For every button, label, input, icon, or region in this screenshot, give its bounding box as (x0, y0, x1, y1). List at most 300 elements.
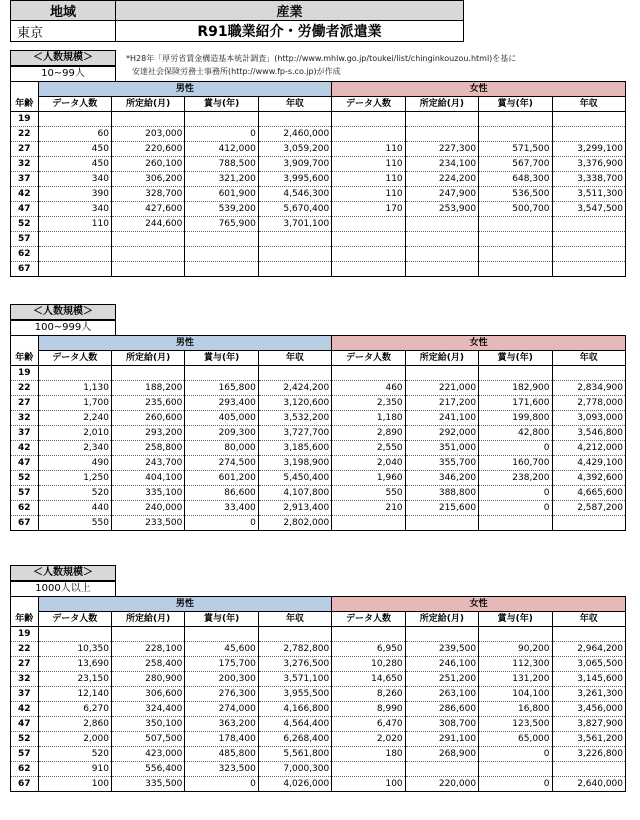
value-cell: 536,500 (479, 187, 552, 202)
value-cell: 2,550 (332, 441, 405, 456)
value-cell (552, 366, 626, 381)
region-industry-header (10, 0, 464, 42)
value-cell (185, 232, 258, 247)
value-cell (258, 262, 331, 277)
value-cell: 2,964,200 (552, 642, 626, 657)
value-cell: 351,000 (405, 441, 478, 456)
value-cell: 200,300 (185, 672, 258, 687)
value-cell: 0 (185, 127, 258, 142)
age-cell: 62 (11, 501, 39, 516)
value-cell: 80,000 (185, 441, 258, 456)
value-cell: 601,900 (185, 187, 258, 202)
value-cell: 260,600 (111, 411, 184, 426)
value-cell: 8,990 (332, 702, 405, 717)
value-cell: 221,000 (405, 381, 478, 396)
value-cell: 244,600 (111, 217, 184, 232)
value-cell: 2,778,000 (552, 396, 626, 411)
value-cell (38, 112, 111, 127)
value-cell: 4,564,400 (258, 717, 331, 732)
female-salary-header: 所定給(月) (405, 612, 478, 627)
value-cell: 235,600 (111, 396, 184, 411)
value-cell (332, 366, 405, 381)
value-cell: 274,000 (185, 702, 258, 717)
value-cell: 203,000 (111, 127, 184, 142)
table-row (11, 187, 626, 202)
male-group-header: 男性 (38, 82, 332, 97)
source-note-line1: *H28年「厚労省賃金構造基本統計調査」(http://www.mhlw.go.jp/toukei/list/chinginkouzou.html)を基に (126, 54, 517, 63)
value-cell: 0 (479, 501, 552, 516)
value-cell: 217,200 (405, 396, 478, 411)
value-cell: 3,226,800 (552, 747, 626, 762)
value-cell: 0 (479, 486, 552, 501)
value-cell: 450 (38, 142, 111, 157)
female-annual-header: 年収 (552, 612, 626, 627)
value-cell: 306,200 (111, 172, 184, 187)
value-cell: 355,700 (405, 456, 478, 471)
male-count-header: データ人数 (38, 612, 111, 627)
age-cell: 42 (11, 187, 39, 202)
female-bonus-header: 賞与(年) (479, 97, 552, 112)
value-cell: 388,800 (405, 486, 478, 501)
value-cell: 188,200 (111, 381, 184, 396)
age-cell: 37 (11, 687, 39, 702)
table-row (11, 657, 626, 672)
value-cell (405, 366, 478, 381)
value-cell: 3,995,600 (258, 172, 331, 187)
value-cell (258, 366, 331, 381)
value-cell: 240,000 (111, 501, 184, 516)
value-cell (405, 217, 478, 232)
value-cell: 238,200 (479, 471, 552, 486)
value-cell: 215,600 (405, 501, 478, 516)
value-cell: 556,400 (111, 762, 184, 777)
table-row (11, 471, 626, 486)
value-cell: 3,532,200 (258, 411, 331, 426)
age-cell: 22 (11, 127, 39, 142)
value-cell (405, 762, 478, 777)
value-cell: 0 (479, 747, 552, 762)
value-cell: 175,700 (185, 657, 258, 672)
value-cell: 131,200 (479, 672, 552, 687)
male-group-header: 男性 (38, 336, 332, 351)
value-cell (552, 217, 626, 232)
value-cell: 3,120,600 (258, 396, 331, 411)
value-cell: 340 (38, 202, 111, 217)
value-cell: 100 (332, 777, 405, 792)
age-cell: 19 (11, 112, 39, 127)
value-cell: 2,350 (332, 396, 405, 411)
value-cell: 263,100 (405, 687, 478, 702)
value-cell: 2,010 (38, 426, 111, 441)
value-cell: 5,561,800 (258, 747, 331, 762)
value-cell: 16,800 (479, 702, 552, 717)
value-cell: 4,166,800 (258, 702, 331, 717)
age-column-header: 年齢 (11, 336, 39, 366)
value-cell: 3,198,900 (258, 456, 331, 471)
value-cell (479, 127, 552, 142)
table-row (11, 262, 626, 277)
value-cell: 1,130 (38, 381, 111, 396)
value-cell (552, 247, 626, 262)
value-cell (332, 262, 405, 277)
value-cell: 3,059,200 (258, 142, 331, 157)
value-cell: 13,690 (38, 657, 111, 672)
value-cell: 2,802,000 (258, 516, 331, 531)
value-cell: 3,561,200 (552, 732, 626, 747)
value-cell: 268,900 (405, 747, 478, 762)
value-cell: 3,338,700 (552, 172, 626, 187)
value-cell: 2,860 (38, 717, 111, 732)
female-salary-header: 所定給(月) (405, 97, 478, 112)
age-cell: 62 (11, 247, 39, 262)
table-row (11, 501, 626, 516)
value-cell (332, 627, 405, 642)
value-cell: 4,665,600 (552, 486, 626, 501)
value-cell: 8,260 (332, 687, 405, 702)
scale-label: ＜人数規模＞ (10, 565, 116, 581)
table-row (11, 747, 626, 762)
value-cell: 323,500 (185, 762, 258, 777)
value-cell: 3,261,300 (552, 687, 626, 702)
table-row (11, 762, 626, 777)
age-cell: 67 (11, 516, 39, 531)
value-cell: 404,100 (111, 471, 184, 486)
male-group-header: 男性 (38, 597, 332, 612)
value-cell (258, 112, 331, 127)
value-cell: 0 (185, 516, 258, 531)
value-cell (405, 627, 478, 642)
value-cell (405, 127, 478, 142)
industry-label: 産業 (116, 1, 464, 21)
female-count-header: データ人数 (332, 351, 405, 366)
value-cell: 10,280 (332, 657, 405, 672)
value-cell: 110 (332, 157, 405, 172)
age-cell: 37 (11, 172, 39, 187)
male-salary-header: 所定給(月) (111, 351, 184, 366)
value-cell: 110 (332, 142, 405, 157)
value-cell: 199,800 (479, 411, 552, 426)
value-cell: 346,200 (405, 471, 478, 486)
value-cell: 412,000 (185, 142, 258, 157)
value-cell (479, 627, 552, 642)
table-row (11, 411, 626, 426)
value-cell (185, 366, 258, 381)
value-cell: 350,100 (111, 717, 184, 732)
value-cell: 2,640,000 (552, 777, 626, 792)
region-value: 東京 (11, 21, 116, 42)
value-cell: 324,400 (111, 702, 184, 717)
age-cell: 52 (11, 732, 39, 747)
value-cell: 328,700 (111, 187, 184, 202)
female-annual-header: 年収 (552, 351, 626, 366)
value-cell: 1,960 (332, 471, 405, 486)
table-row (11, 777, 626, 792)
value-cell (38, 262, 111, 277)
value-cell: 2,890 (332, 426, 405, 441)
value-cell: 3,145,600 (552, 672, 626, 687)
value-cell: 440 (38, 501, 111, 516)
wage-table (10, 596, 626, 792)
age-cell: 67 (11, 262, 39, 277)
value-cell: 4,107,800 (258, 486, 331, 501)
value-cell: 3,955,500 (258, 687, 331, 702)
value-cell: 765,900 (185, 217, 258, 232)
value-cell: 292,000 (405, 426, 478, 441)
age-cell: 47 (11, 456, 39, 471)
age-cell: 19 (11, 627, 39, 642)
value-cell: 247,900 (405, 187, 478, 202)
value-cell (552, 112, 626, 127)
male-salary-header: 所定給(月) (111, 97, 184, 112)
age-column-header: 年齢 (11, 597, 39, 627)
value-cell (552, 762, 626, 777)
female-group-header: 女性 (332, 82, 626, 97)
value-cell: 490 (38, 456, 111, 471)
value-cell: 110 (332, 187, 405, 202)
value-cell: 340 (38, 172, 111, 187)
value-cell (332, 127, 405, 142)
value-cell: 0 (185, 777, 258, 792)
value-cell (552, 516, 626, 531)
value-cell (258, 247, 331, 262)
table-row (11, 232, 626, 247)
table-row (11, 627, 626, 642)
male-count-header: データ人数 (38, 351, 111, 366)
value-cell (332, 232, 405, 247)
value-cell (111, 247, 184, 262)
table-row (11, 381, 626, 396)
value-cell (552, 127, 626, 142)
male-bonus-header: 賞与(年) (185, 612, 258, 627)
value-cell: 2,834,900 (552, 381, 626, 396)
table-row (11, 366, 626, 381)
value-cell: 427,600 (111, 202, 184, 217)
scale-label: ＜人数規模＞ (10, 304, 116, 320)
value-cell (552, 627, 626, 642)
table-row (11, 672, 626, 687)
female-group-header: 女性 (332, 597, 626, 612)
age-cell: 27 (11, 396, 39, 411)
value-cell (38, 247, 111, 262)
value-cell: 3,276,500 (258, 657, 331, 672)
value-cell (332, 217, 405, 232)
value-cell: 306,600 (111, 687, 184, 702)
table-row (11, 441, 626, 456)
value-cell: 2,460,000 (258, 127, 331, 142)
scale-value: 100~999人 (10, 320, 116, 336)
value-cell: 291,100 (405, 732, 478, 747)
value-cell: 390 (38, 187, 111, 202)
value-cell: 123,500 (479, 717, 552, 732)
value-cell: 227,300 (405, 142, 478, 157)
value-cell (185, 112, 258, 127)
value-cell: 3,511,300 (552, 187, 626, 202)
value-cell (405, 516, 478, 531)
value-cell (185, 262, 258, 277)
source-note-line2: 安達社会保険労務士事務所(http://www.fp-s.co.jp)が作成 (132, 67, 341, 76)
table-row (11, 516, 626, 531)
age-cell: 19 (11, 366, 39, 381)
value-cell (332, 112, 405, 127)
value-cell: 246,100 (405, 657, 478, 672)
value-cell: 2,340 (38, 441, 111, 456)
region-label: 地域 (11, 1, 116, 21)
value-cell: 274,500 (185, 456, 258, 471)
male-annual-header: 年収 (258, 97, 331, 112)
table-row (11, 142, 626, 157)
value-cell: 4,026,000 (258, 777, 331, 792)
value-cell: 280,900 (111, 672, 184, 687)
female-group-header: 女性 (332, 336, 626, 351)
source-note (126, 52, 626, 78)
value-cell (332, 762, 405, 777)
female-count-header: データ人数 (332, 97, 405, 112)
value-cell: 4,429,100 (552, 456, 626, 471)
value-cell: 251,200 (405, 672, 478, 687)
value-cell: 3,093,000 (552, 411, 626, 426)
value-cell: 0 (479, 777, 552, 792)
value-cell: 3,547,500 (552, 202, 626, 217)
value-cell: 239,500 (405, 642, 478, 657)
value-cell: 12,140 (38, 687, 111, 702)
male-count-header: データ人数 (38, 97, 111, 112)
value-cell: 6,268,400 (258, 732, 331, 747)
value-cell: 260,100 (111, 157, 184, 172)
value-cell: 4,392,600 (552, 471, 626, 486)
scale-value: 1000人以上 (10, 581, 116, 597)
value-cell: 539,200 (185, 202, 258, 217)
value-cell: 286,600 (405, 702, 478, 717)
table-row (11, 157, 626, 172)
value-cell: 1,700 (38, 396, 111, 411)
value-cell: 90,200 (479, 642, 552, 657)
value-cell (38, 627, 111, 642)
value-cell: 507,500 (111, 732, 184, 747)
value-cell: 910 (38, 762, 111, 777)
table-row (11, 642, 626, 657)
value-cell: 178,400 (185, 732, 258, 747)
male-annual-header: 年収 (258, 612, 331, 627)
value-cell: 3,299,100 (552, 142, 626, 157)
age-cell: 22 (11, 642, 39, 657)
value-cell (405, 232, 478, 247)
table-row (11, 702, 626, 717)
value-cell: 170 (332, 202, 405, 217)
age-cell: 32 (11, 157, 39, 172)
value-cell (111, 366, 184, 381)
value-cell (332, 247, 405, 262)
value-cell (479, 247, 552, 262)
age-cell: 52 (11, 471, 39, 486)
table-row (11, 172, 626, 187)
value-cell (111, 262, 184, 277)
table-row (11, 202, 626, 217)
female-annual-header: 年収 (552, 97, 626, 112)
value-cell (185, 627, 258, 642)
industry-value: R91職業紹介・労働者派遣業 (116, 21, 464, 42)
scale-value: 10~99人 (10, 66, 116, 82)
value-cell: 253,900 (405, 202, 478, 217)
value-cell: 308,700 (405, 717, 478, 732)
table-row (11, 456, 626, 471)
value-cell: 233,500 (111, 516, 184, 531)
value-cell: 14,650 (332, 672, 405, 687)
value-cell: 3,456,000 (552, 702, 626, 717)
value-cell: 460 (332, 381, 405, 396)
value-cell: 293,200 (111, 426, 184, 441)
value-cell: 321,200 (185, 172, 258, 187)
value-cell: 258,400 (111, 657, 184, 672)
value-cell: 4,546,300 (258, 187, 331, 202)
value-cell (258, 232, 331, 247)
male-annual-header: 年収 (258, 351, 331, 366)
table-row (11, 687, 626, 702)
age-cell: 42 (11, 441, 39, 456)
value-cell: 2,424,200 (258, 381, 331, 396)
value-cell: 405,000 (185, 411, 258, 426)
value-cell: 110 (332, 172, 405, 187)
male-bonus-header: 賞与(年) (185, 351, 258, 366)
value-cell: 104,100 (479, 687, 552, 702)
value-cell: 234,100 (405, 157, 478, 172)
age-cell: 62 (11, 762, 39, 777)
value-cell (38, 232, 111, 247)
table-row (11, 717, 626, 732)
age-cell: 27 (11, 142, 39, 157)
value-cell (552, 262, 626, 277)
value-cell: 182,900 (479, 381, 552, 396)
value-cell: 520 (38, 747, 111, 762)
value-cell: 335,500 (111, 777, 184, 792)
value-cell: 276,300 (185, 687, 258, 702)
value-cell: 165,800 (185, 381, 258, 396)
value-cell: 1,180 (332, 411, 405, 426)
female-bonus-header: 賞与(年) (479, 612, 552, 627)
age-cell: 57 (11, 747, 39, 762)
value-cell (332, 516, 405, 531)
value-cell: 0 (479, 441, 552, 456)
value-cell: 423,000 (111, 747, 184, 762)
value-cell (38, 366, 111, 381)
value-cell: 3,827,900 (552, 717, 626, 732)
female-bonus-header: 賞与(年) (479, 351, 552, 366)
value-cell (405, 262, 478, 277)
value-cell (479, 762, 552, 777)
value-cell: 6,270 (38, 702, 111, 717)
value-cell: 220,000 (405, 777, 478, 792)
value-cell: 110 (38, 217, 111, 232)
value-cell: 788,500 (185, 157, 258, 172)
value-cell: 601,200 (185, 471, 258, 486)
value-cell: 7,000,300 (258, 762, 331, 777)
wage-table (10, 81, 626, 277)
table-row (11, 396, 626, 411)
value-cell: 550 (38, 516, 111, 531)
value-cell: 10,350 (38, 642, 111, 657)
value-cell: 500,700 (479, 202, 552, 217)
value-cell: 550 (332, 486, 405, 501)
value-cell: 571,500 (479, 142, 552, 157)
value-cell (479, 232, 552, 247)
value-cell: 3,571,100 (258, 672, 331, 687)
value-cell: 3,185,600 (258, 441, 331, 456)
value-cell (258, 627, 331, 642)
value-cell (111, 232, 184, 247)
table-row (11, 486, 626, 501)
value-cell (111, 112, 184, 127)
value-cell (111, 627, 184, 642)
male-bonus-header: 賞与(年) (185, 97, 258, 112)
